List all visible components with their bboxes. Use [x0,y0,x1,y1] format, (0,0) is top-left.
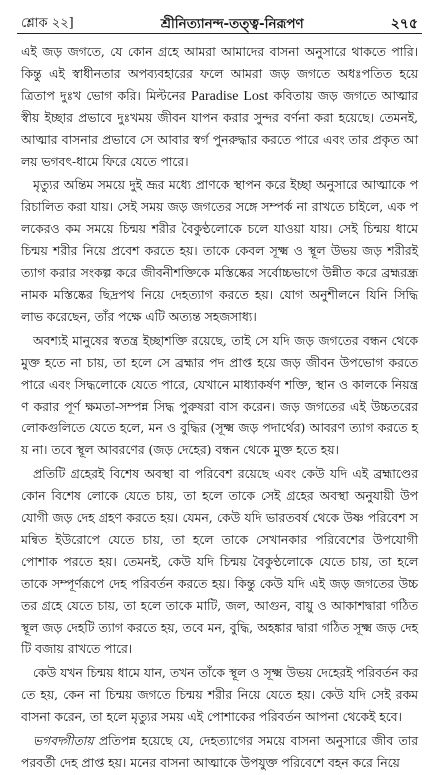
paragraph-5: কেউ যখন চিন্ময় ধামে যান, তখন তাঁকে স্থূল ও সূক্ষ্ম উভয় দেহেরই পরিবর্তন করতে হয়, কেন না চিন্ময় জগতে চিন্ময় শরীর নিয়ে যেতে হয়। কেউ যদি সেই রকম বাসনা করেন, তা হলে মৃত্যুর সময় এই পোশাকের পরিবর্তন আপনা থেকেই হবে। [21,666,418,725]
running-header [17,9,422,34]
gita-reference: ভগবদ্গীতায় [33,734,94,749]
paragraph-2: মৃত্যুর অন্তিম সময়ে দুই ভ্রূর মধ্যে প্রাণকে স্থাপন করে ইচ্ছা অনুসারে আত্মাকে পরিচালিত করা যায়। সেই সময় জড় জগতের সঙ্গে সম্পর্ক না রাখতে চাইলে, এক পলকেরও কম সময়ে চিন্ময় শরীর বৈকুণ্ঠলোকে চলে যাওয়া যায়। সেই চিন্ময় ধামে চিন্ময় শরীর নিয়ে প্রবেশ করতে হয়। তাকে কেবল সূক্ষ্ম ও স্থূল উভয় জড় শরীরই ত্যাগ করার সংকল্প করে জীবনীশক্তিকে মস্তিষ্কের সর্বোচ্চভাগে উন্নীত করে ব্রহ্মরন্ধ্র নামক মস্তিষ্কের ছিদ্রপথ নিয়ে দেহত্যাগ করতে হয়। যোগ অনুশীলনে যিনি সিদ্ধি লাভ করেছেন, তাঁর পক্ষে এটি অত্যন্ত সহজসাধ্য। [21,178,418,324]
verse-reference: শ্লোক ২২] [21,16,74,31]
page-number: ২৭৫ [390,16,418,32]
paragraph-1 [21,42,418,173]
paragraph-1-text-b: কবিতায় জড় জগতে আত্মার স্বীয় ইচ্ছার প্রভাবে দুঃখময় জীবন যাপন করার সুন্দর বর্ণনা করা হয়েছে। তেমনই, আত্মার বাসনার প্রভাবে সে আবার স্বর্গ পুনরুদ্ধার করতে পারে এবং তার প্রকৃত আলয় ভগবৎ-ধামে ফিরে যেতে পারে। [21,88,419,169]
chapter-title: শ্রীনিত্যানন্দ-তত্ত্ব-নিরূপণ [160,16,304,32]
paragraph-3: অবশ্যই মানুষের স্বতন্ত্র ইচ্ছাশক্তি রয়েছে, তাই সে যদি জড় জগতের বন্ধন থেকে মুক্ত হতে না চায়, তা হলে সে ব্রহ্মার পদ প্রাপ্ত হয়ে জড় জীবন উপভোগ করতে পারে এবং সিদ্ধলোকে যেতে পারে, যেখানে মাধ্যাকর্ষণ শক্তি, স্থান ও কালকে নিয়ন্ত্রণ করার পূর্ণ ক্ষমতা-সম্পন্ন সিদ্ধ পুরুষরা বাস করেন। জড় জগতের এই উচ্চতরের লোকগুলিতে যেতে হলে, মন ও বুদ্ধির (সূক্ষ্ম জড় পদার্থের) আবরণ ত্যাগ করতে হয় না। তবে স্থূল আবরণের (জড় দেহের) বন্ধন থেকে মুক্ত হতে হয়। [21,333,418,458]
paradise-lost-title: Paradise Lost [191,88,269,104]
paragraph-4: প্রতিটি গ্রহেরই বিশেষ অবস্থা বা পরিবেশ রয়েছে এবং কেউ যদি এই ব্রহ্মাণ্ডের কোন বিশেষ লোকে যেতে চায়, তা হলে তাকে সেই গ্রহের অবস্থা অনুযায়ী উপযোগী জড় দেহ গ্রহণ করতে হয়। যেমন, কেউ যদি ভারতবর্ষ থেকে উষ্ণ পরিবেশ সমন্বিত ইউরোপে যেতে চায়, তা হলে তাকে সেখানকার পরিবেশের উপযোগী পোশাক পরতে হয়। তেমনই, কেউ যদি চিন্ময় বৈকুণ্ঠলোকে যেতে চায়, তা হলে তাকে সম্পূর্ণরূপে দেহ পরিবর্তন করতে হয়। কিন্তু কেউ যদি এই জড় জগতের উচ্চতর গ্রহে যেতে চায়, তা হলে তাকে মাটি, জল, আগুন, বায়ু ও আকাশদ্বারা গঠিত স্থূল জড় দেহটি ত্যাগ করতে হয়, তবে মন, বুদ্ধি, অহঙ্কার দ্বারা গঠিত সূক্ষ্ম জড় দেহটি বজায় রাখতে পারে। [21,467,418,657]
page-body [21,34,418,775]
paragraph-6 [21,731,418,775]
paragraph-6-text: প্রতিপন্ন হয়েছে যে, দেহত্যাগের সময়ে বাসনা অনুসারে জীব তার পরবর্তী দেহ প্রাপ্ত হয়। মনের বাসনা আত্মাকে উপযুক্ত পরিবেশে বহন করে নিয়ে [21,734,418,770]
paragraph-1-text-a: এই জড় জগতে, যে কোন গ্রহে আমরা আমাদের বাসনা অনুসারে থাকতে পারি। কিন্তু এই স্বাধীনতার অপব্যবহারের ফলে আমরা জড় জগতে অধঃপতিত হয়ে ত্রিতাপ দুঃখ ভোগ করি। মিল্টনের [21,45,418,103]
